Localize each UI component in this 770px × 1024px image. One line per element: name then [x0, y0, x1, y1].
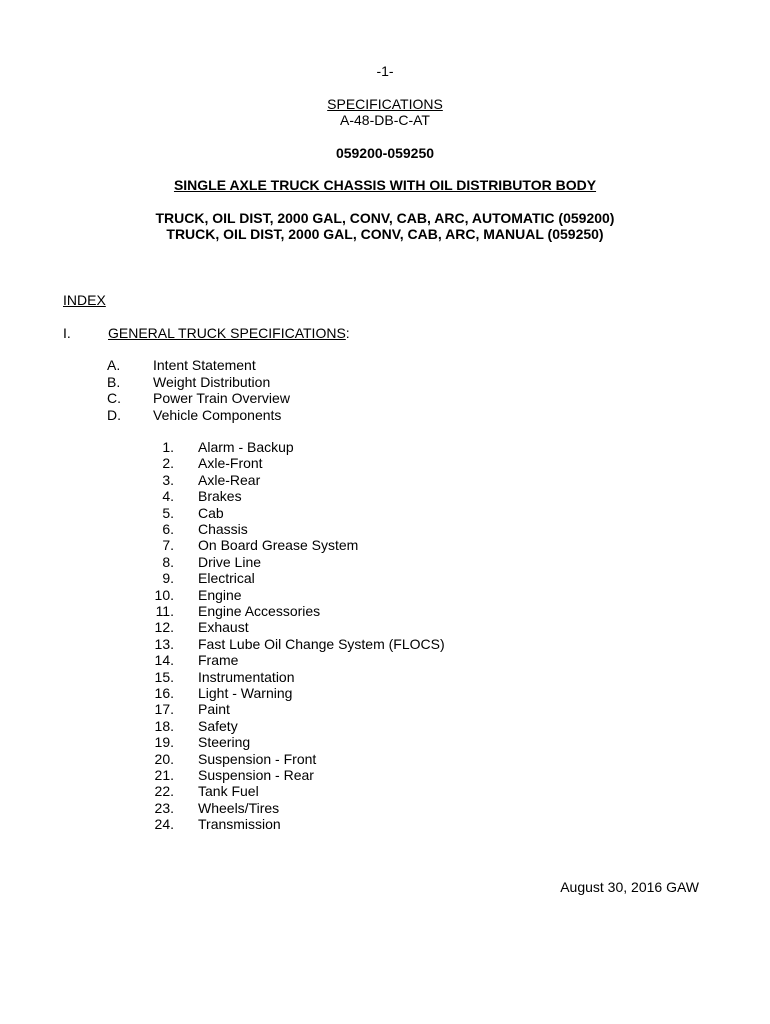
- subsection-letter: D.: [107, 406, 121, 423]
- subsection-letter: A.: [107, 357, 121, 373]
- component-text: Steering: [198, 734, 251, 751]
- subsection-letter: B.: [107, 373, 121, 390]
- component-text: Safety: [198, 717, 238, 734]
- section-colon: :: [345, 325, 350, 341]
- component-text: Engine: [198, 586, 242, 603]
- spec-label: SPECIFICATIONS: [327, 96, 443, 112]
- code-range: 059200-059250: [335, 145, 435, 161]
- component-text: Cab: [198, 504, 224, 521]
- component-text: Instrumentation: [198, 668, 295, 685]
- component-text: Frame: [198, 652, 239, 669]
- component-number: 23.: [154, 799, 174, 816]
- subsection-text: Power Train Overview: [153, 390, 290, 406]
- component-text: Axle-Front: [198, 455, 263, 472]
- component-text: Axle-Rear: [198, 471, 261, 488]
- component-text: Drive Line: [198, 553, 262, 570]
- component-text: Chassis: [198, 521, 248, 537]
- component-number: 24.: [154, 816, 174, 833]
- component-number: 12.: [154, 619, 174, 636]
- component-number: 19.: [154, 734, 174, 751]
- spec-code: A-48-DB-C-AT: [340, 112, 430, 128]
- page-number: -1-: [376, 63, 394, 79]
- component-number: 2.: [162, 455, 174, 472]
- section-title: GENERAL TRUCK SPECIFICATIONS: [108, 325, 346, 341]
- component-text: Fast Lube Oil Change System (FLOCS): [198, 635, 445, 652]
- section-numeral: I.: [63, 325, 71, 341]
- component-number: 5.: [162, 504, 174, 521]
- component-text: Engine Accessories: [198, 603, 321, 619]
- component-number: 3.: [162, 471, 174, 488]
- component-number: 4.: [162, 488, 174, 505]
- component-number: 7.: [162, 537, 174, 554]
- subsection-text: Intent Statement: [153, 357, 256, 373]
- component-text: Brakes: [198, 488, 242, 505]
- component-number: 20.: [154, 750, 174, 767]
- component-text: Suspension - Rear: [198, 767, 314, 783]
- component-number: 15.: [154, 668, 174, 685]
- component-text: Transmission: [198, 816, 281, 833]
- variant-manual: TRUCK, OIL DIST, 2000 GAL, CONV, CAB, ARC, MANUAL (059250): [166, 226, 604, 242]
- subsection-text: Vehicle Components: [153, 406, 282, 423]
- component-text: On Board Grease System: [198, 537, 359, 554]
- component-number: 22.: [154, 783, 174, 800]
- component-number: 9.: [162, 570, 174, 587]
- component-text: Light - Warning: [198, 685, 293, 701]
- component-number: 17.: [154, 701, 174, 718]
- component-number: 8.: [162, 553, 174, 570]
- component-number: 21.: [154, 767, 174, 783]
- subsection-letter: C.: [107, 390, 121, 406]
- component-number: 10.: [154, 586, 174, 603]
- component-text: Tank Fuel: [198, 783, 259, 800]
- component-text: Paint: [198, 701, 230, 718]
- section-heading: [108, 325, 350, 341]
- component-number: 13.: [154, 635, 174, 652]
- component-number: 16.: [154, 685, 174, 701]
- component-number: 6.: [162, 521, 174, 537]
- component-number: 18.: [154, 717, 174, 734]
- document-title: SINGLE AXLE TRUCK CHASSIS WITH OIL DISTRIBUTOR BODY: [173, 177, 597, 193]
- component-text: Alarm - Backup: [198, 439, 294, 455]
- component-number: 14.: [154, 652, 174, 669]
- subsection-text: Weight Distribution: [153, 373, 271, 390]
- component-number: 1.: [162, 439, 174, 455]
- index-heading: INDEX: [63, 292, 106, 308]
- component-number: 11.: [155, 603, 174, 619]
- component-text: Electrical: [198, 570, 255, 587]
- component-text: Wheels/Tires: [198, 799, 280, 816]
- variant-automatic: TRUCK, OIL DIST, 2000 GAL, CONV, CAB, ARC, AUTOMATIC (059200): [155, 210, 615, 226]
- component-text: Exhaust: [198, 619, 249, 636]
- component-text: Suspension - Front: [198, 750, 317, 767]
- footer-date: August 30, 2016 GAW: [560, 879, 699, 895]
